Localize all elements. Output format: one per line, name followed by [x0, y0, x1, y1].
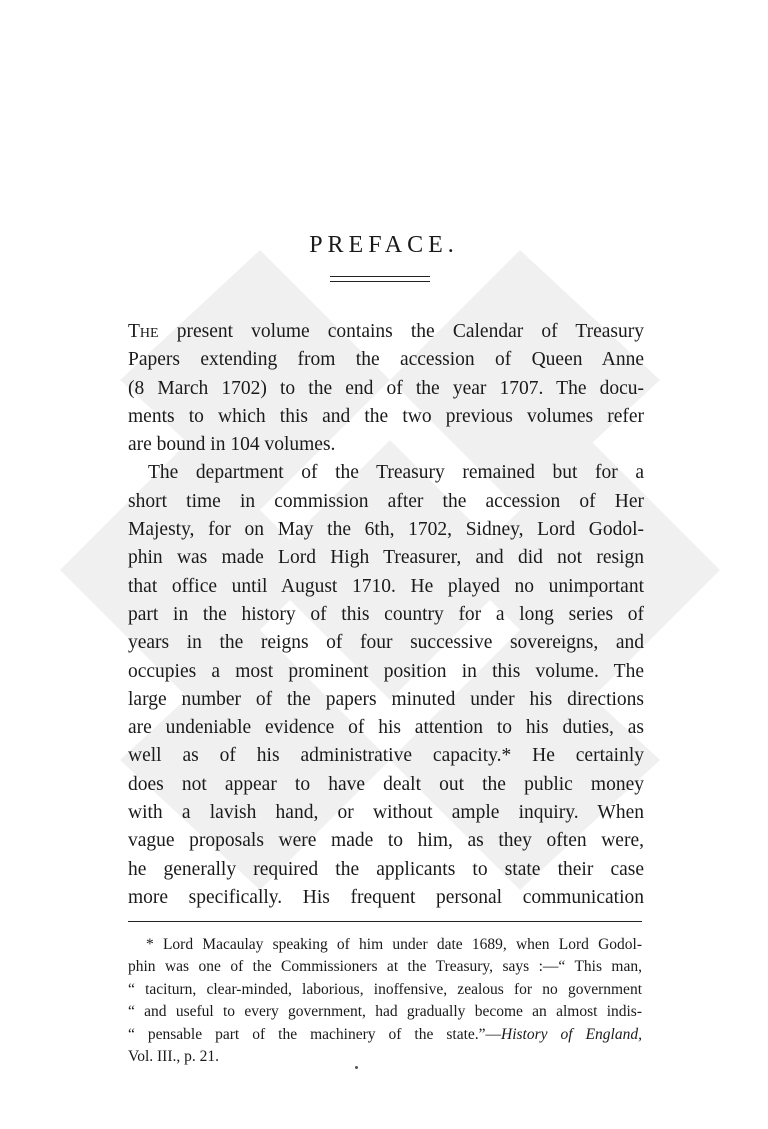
para1-line: Papers extending from the accession of Queen Anne — [128, 349, 644, 371]
para2-line: The department of the Treasury remained but for a — [148, 462, 644, 484]
para1-line: (8 March 1702) to the end of the year 1707. The docu- — [128, 377, 644, 399]
para1-first-word: The — [128, 321, 159, 342]
heading-rule-bottom — [330, 281, 430, 282]
footnote-rule — [128, 921, 642, 922]
page-heading: PREFACE. — [309, 232, 459, 258]
para2-line: more specifically. His frequent personal communication — [128, 886, 644, 908]
para2-line: part in the history of this country for a long series of — [128, 603, 644, 625]
para2-line: does not appear to have dealt out the public money — [128, 773, 644, 795]
para2-line: large number of the papers minuted under his directions — [128, 688, 644, 710]
para2-line: well as of his administrative capacity.* He certainly — [128, 745, 644, 767]
footnote-line: * Lord Macaulay speaking of him under date 1689, when Lord Godol- — [146, 936, 642, 953]
para2-line: are undeniable evidence of his attention to his duties, as — [128, 717, 644, 739]
para2-line: Majesty, for on May the 6th, 1702, Sidney, Lord Godol- — [128, 519, 644, 541]
para2-line: with a lavish hand, or without ample inquiry. When — [128, 802, 644, 824]
footnote-line: Vol. III., p. 21. — [128, 1048, 219, 1066]
footnote-line: “ taciturn, clear-minded, laborious, inoffensive, zealous for no government — [128, 980, 642, 998]
para2-line: occupies a most prominent position in this volume. The — [128, 660, 644, 682]
para1-line: are bound in 104 volumes. — [128, 434, 336, 456]
footnote-line: “ and useful to every government, had gradually become an almost indis- — [128, 1003, 642, 1021]
footnote — [128, 934, 642, 1068]
footnote-citation: History of England, — [501, 1025, 642, 1043]
para2-line: phin was made Lord High Treasurer, and did not resign — [128, 547, 644, 569]
para2-line: years in the reigns of four successive sovereigns, and — [128, 632, 644, 654]
para1-line: ments to which this and the two previous volumes refer — [128, 405, 644, 427]
para2-line: short time in commission after the accession of Her — [128, 490, 644, 512]
para2-line: that office until August 1710. He played no unimportant — [128, 575, 644, 597]
para2-line: he generally required the applicants to state their case — [128, 858, 644, 880]
footnote-line: “ pensable part of the machinery of the state.”—History of England, — [128, 1025, 642, 1043]
para1-line: The present volume contains the Calendar of Treasury — [128, 321, 644, 342]
preface-body — [128, 318, 644, 912]
para2-line: vague proposals were made to him, as they often were, — [128, 830, 644, 852]
footnote-line: phin was one of the Commissioners at the Treasury, says :—“ This man, — [128, 958, 642, 976]
heading-rule-top — [330, 276, 430, 277]
page-speck — [355, 1066, 358, 1069]
